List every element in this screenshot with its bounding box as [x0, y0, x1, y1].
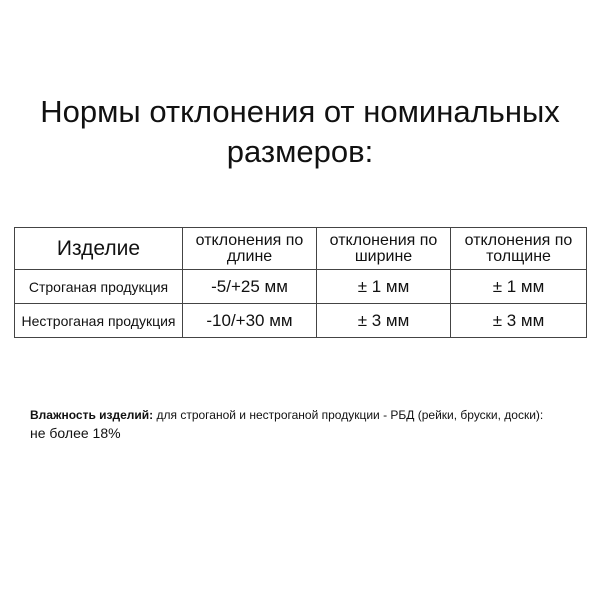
page-title-line-2: размеров:	[226, 134, 374, 169]
header-width-deviation: отклонения по ширине	[317, 228, 451, 270]
header-length-deviation: отклонения по длине	[183, 228, 317, 270]
table-row	[15, 304, 587, 338]
humidity-note	[30, 407, 590, 443]
humidity-note-text: для строганой и нестроганой продукции - РБД (рейки, бруски, доски):	[153, 408, 544, 422]
header-product: Изделие	[15, 228, 183, 270]
row-length-value: -10/+30 мм	[183, 304, 317, 338]
deviation-table	[14, 227, 587, 338]
row-thickness-value: ± 3 мм	[451, 304, 587, 338]
humidity-note-line	[30, 407, 590, 423]
humidity-note-label: Влажность изделий:	[30, 408, 154, 422]
header-thickness-deviation: отклонения по толщине	[451, 228, 587, 270]
row-width-value: ± 3 мм	[317, 304, 451, 338]
row-product-name: Строганая продукция	[15, 270, 183, 304]
table-row	[15, 270, 587, 304]
page-title	[0, 92, 600, 172]
row-width-value: ± 1 мм	[317, 270, 451, 304]
table-header-row	[15, 228, 587, 270]
row-length-value: -5/+25 мм	[183, 270, 317, 304]
page-title-line-1: Нормы отклонения от номинальных	[40, 94, 560, 129]
humidity-note-value: не более 18%	[30, 425, 121, 441]
row-thickness-value: ± 1 мм	[451, 270, 587, 304]
row-product-name: Нестроганая продукция	[15, 304, 183, 338]
